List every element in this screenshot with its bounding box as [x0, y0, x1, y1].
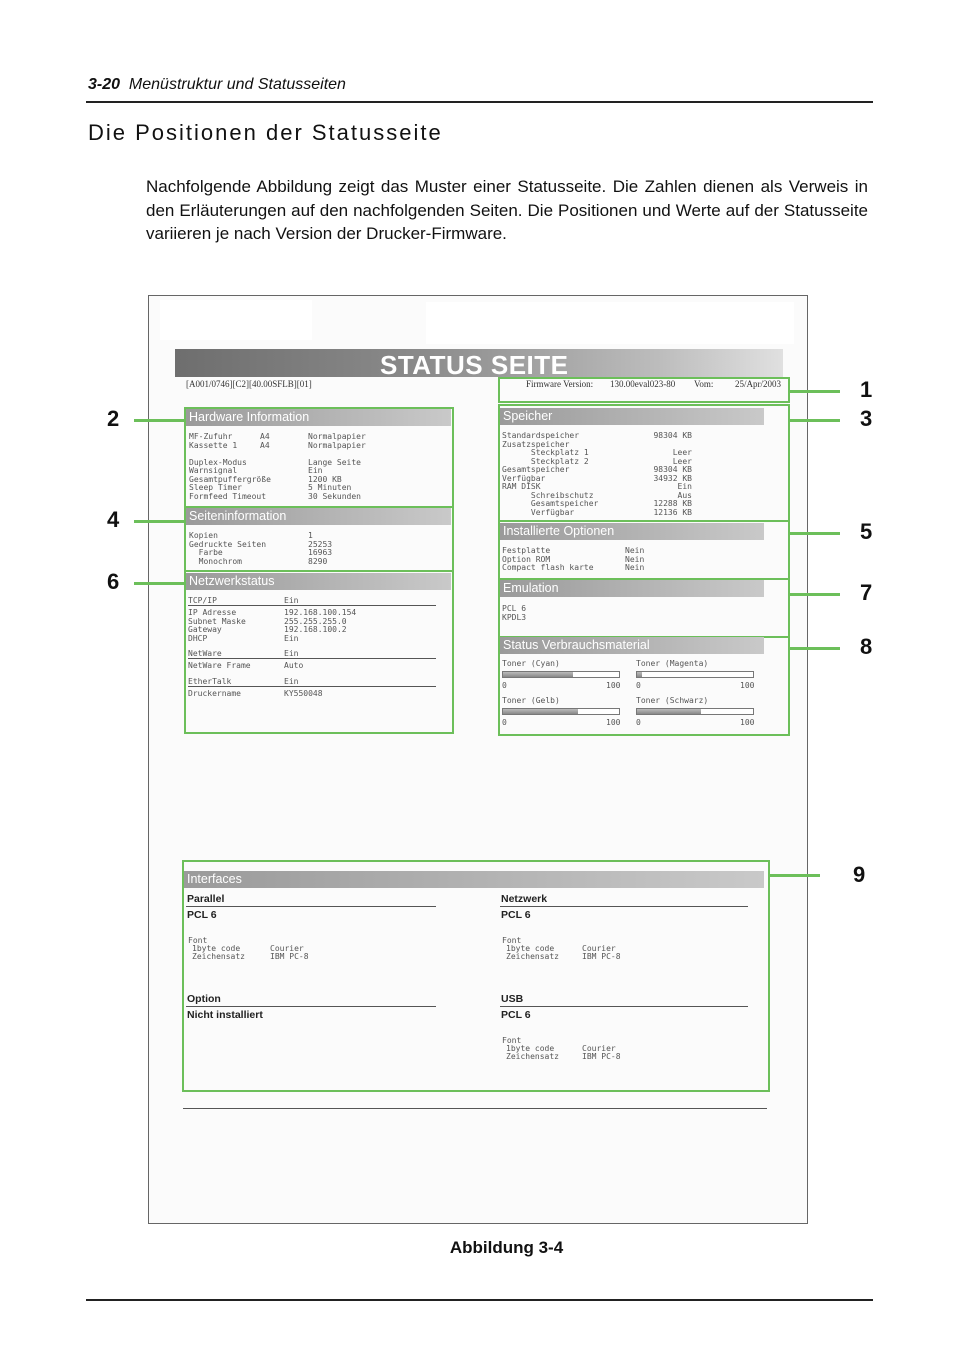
- callout-line-9: [770, 874, 820, 877]
- callout-number-4: 4: [107, 507, 120, 532]
- toner-level-fill: [503, 709, 578, 714]
- network-charset-label: Zeichensatz: [506, 952, 559, 961]
- callout-number-6: 6: [107, 569, 120, 594]
- netware-value: Ein: [284, 649, 299, 658]
- network-code-value: Courier: [582, 944, 616, 953]
- toner-label: Toner (Gelb): [502, 696, 560, 705]
- network-code-label: 1byte code: [506, 944, 555, 953]
- memory-labels: Standardspeicher Zusatzspeicher Steckplatz 1 Steckplatz 2 Gesamtspeicher Verfügbar RAM DISK Schreibschutz Gesamtspeicher Verfügbar: [502, 431, 599, 517]
- callout-number-1: 1: [860, 377, 873, 402]
- figure-caption-text: Abbildung 3-4: [449, 1238, 564, 1257]
- callout-line-2: [134, 419, 184, 422]
- callout-number-5: 5: [860, 519, 873, 544]
- tcp-labels: IP Adresse Subnet Maske Gateway DHCP: [188, 608, 246, 643]
- toner-level-bar: [636, 708, 754, 715]
- option-iface-divider: [186, 1006, 436, 1007]
- toner-scale-min: 0: [502, 718, 507, 727]
- usb-font-label: Font: [502, 1036, 522, 1045]
- usb-iface-mode: PCL 6: [501, 1009, 531, 1021]
- toner-scale-min: 0: [502, 681, 507, 690]
- running-header: [88, 76, 346, 94]
- toner-level-bar: [636, 671, 754, 678]
- callout-box-9: [182, 860, 770, 1092]
- ethertalk-label: EtherTalk: [188, 677, 232, 686]
- usb-iface-label: USB: [501, 993, 524, 1005]
- emulation-list: PCL 6 KPDL3: [502, 604, 527, 622]
- callout-number-7: 7: [860, 580, 873, 605]
- network-iface-divider: [500, 906, 748, 907]
- toner-scale-max: 100: [740, 681, 755, 690]
- netware-frame-label: NetWare Frame: [188, 661, 251, 670]
- ethertalk-value: Ein: [284, 677, 299, 686]
- firmware-value: 130.00eval023-80: [610, 379, 676, 389]
- callout-line-4: [134, 520, 184, 523]
- figure-bottom-rule: [183, 1108, 767, 1109]
- tcpip-label: TCP/IP: [188, 596, 217, 605]
- pageinfo-values: 1 25253 16963 8290: [308, 531, 333, 566]
- parallel-charset-label: Zeichensatz: [192, 952, 245, 961]
- toner-level-fill: [637, 672, 642, 677]
- callout-box-6: [184, 570, 454, 734]
- toner-scale-max: 100: [606, 681, 621, 690]
- hardware-col-values: Normalpapier Normalpapier Lange Seite Ein 1200 KB 5 Minuten 30 Sekunden: [308, 432, 366, 501]
- blank-area-left: [160, 300, 312, 340]
- toner-level-bar: [502, 671, 620, 678]
- section-title: Die Positionen der Statusseite: [88, 120, 443, 145]
- network-iface-mode: PCL 6: [501, 909, 531, 921]
- network-section-header: Netzwerkstatus: [186, 573, 451, 590]
- network-divider-3: [188, 686, 436, 687]
- toner-scale-min: 0: [636, 681, 641, 690]
- callout-box-1: [498, 377, 790, 403]
- toner-label: Toner (Schwarz): [636, 696, 709, 705]
- parallel-divider: [186, 906, 436, 907]
- callout-number-3: 3: [860, 406, 873, 431]
- interfaces-section-header: Interfaces: [184, 871, 764, 888]
- callout-line-3: [790, 419, 840, 422]
- druckername-value: KY550048: [284, 689, 323, 698]
- callout-line-5: [790, 532, 840, 535]
- callout-number-2: 2: [107, 406, 120, 431]
- options-labels: Festplatte Option ROM Compact flash karte: [502, 546, 594, 572]
- tcp-values: 192.168.100.154 255.255.255.0 192.168.100.2 Ein: [284, 608, 357, 643]
- header-rule: [86, 101, 873, 103]
- parallel-code-label: 1byte code: [192, 944, 241, 953]
- callout-number-8: 8: [860, 634, 873, 659]
- usb-code-label: 1byte code: [506, 1044, 555, 1053]
- callout-line-8: [790, 647, 840, 650]
- callout-number-9: 9: [853, 862, 866, 887]
- version-string: [A001/0746][C2][40.00SFLB][01]: [186, 379, 312, 389]
- memory-section-header: Speicher: [500, 408, 764, 425]
- status-banner-title: STATUS SEITE: [380, 350, 569, 380]
- parallel-font-label: Font: [188, 936, 208, 945]
- option-iface-label: Option: [187, 993, 221, 1005]
- network-divider-1: [188, 605, 436, 606]
- emulation-section-header: Emulation: [500, 580, 764, 597]
- toner-label: Toner (Cyan): [502, 659, 560, 668]
- parallel-mode: PCL 6: [187, 909, 217, 921]
- options-values: Nein Nein Nein: [625, 546, 645, 572]
- parallel-code-value: Courier: [270, 944, 304, 953]
- toner-scale-max: 100: [740, 718, 755, 727]
- options-section-header: Installierte Optionen: [500, 523, 764, 540]
- callout-line-1: [790, 390, 840, 393]
- parallel-charset-value: IBM PC-8: [270, 952, 309, 961]
- usb-iface-divider: [500, 1006, 748, 1007]
- date-label: Vom:: [694, 379, 714, 389]
- date-value: 25/Apr/2003: [735, 379, 781, 389]
- netware-label: NetWare: [188, 649, 222, 658]
- netware-frame-value: Auto: [284, 661, 304, 670]
- pageinfo-section-header: Seiteninformation: [186, 508, 451, 525]
- figure-caption: [0, 1238, 955, 1258]
- network-divider-2: [188, 658, 436, 659]
- toner-level-bar: [502, 708, 620, 715]
- pageinfo-labels: Kopien Gedruckte Seiten Farbe Monochrom: [189, 531, 267, 566]
- firmware-label: Firmware Version:: [526, 379, 594, 389]
- toner-level-fill: [637, 709, 701, 714]
- usb-charset-label: Zeichensatz: [506, 1052, 559, 1061]
- toner-level-fill: [503, 672, 573, 677]
- hardware-section-header: Hardware Information: [186, 409, 451, 426]
- hardware-col-labels: MF-Zufuhr Kassette 1 Duplex-Modus Warnsignal Gesamtpuffergröße Sleep Timer Formfeed Timeout: [189, 432, 271, 501]
- blank-area-right: [426, 302, 794, 344]
- footer-rule: [86, 1299, 873, 1301]
- hardware-col-sizes: A4 A4: [260, 432, 270, 450]
- toner-scale-max: 100: [606, 718, 621, 727]
- callout-line-6: [134, 582, 184, 585]
- page-number: 3-20: [88, 76, 121, 93]
- network-iface-label: Netzwerk: [501, 893, 548, 905]
- usb-code-value: Courier: [582, 1044, 616, 1053]
- consumables-section-header: Status Verbrauchsmaterial: [500, 637, 764, 654]
- usb-charset-value: IBM PC-8: [582, 1052, 621, 1061]
- memory-values: 98304 KB Leer Leer 98304 KB 34932 KB Ein Aus 12288 KB 12136 KB: [653, 431, 692, 517]
- toner-scale-min: 0: [636, 718, 641, 727]
- callout-line-7: [790, 593, 840, 596]
- option-iface-mode: Nicht installiert: [187, 1009, 263, 1021]
- network-charset-value: IBM PC-8: [582, 952, 621, 961]
- intro-paragraph: Nachfolgende Abbildung zeigt das Muster einer Statusseite. Die Zahlen dienen als Verweis in den Erläuterungen auf den nachfolgenden Seiten. Die Positionen und Werte auf der Statusseite variieren je nach Version der Drucker-Firmware.: [146, 177, 868, 243]
- tcpip-value: Ein: [284, 596, 299, 605]
- parallel-label: Parallel: [187, 893, 225, 905]
- chapter-title: Menüstruktur und Statusseiten: [128, 76, 346, 93]
- network-font-label: Font: [502, 936, 522, 945]
- toner-label: Toner (Magenta): [636, 659, 709, 668]
- druckername-label: Druckername: [188, 689, 241, 698]
